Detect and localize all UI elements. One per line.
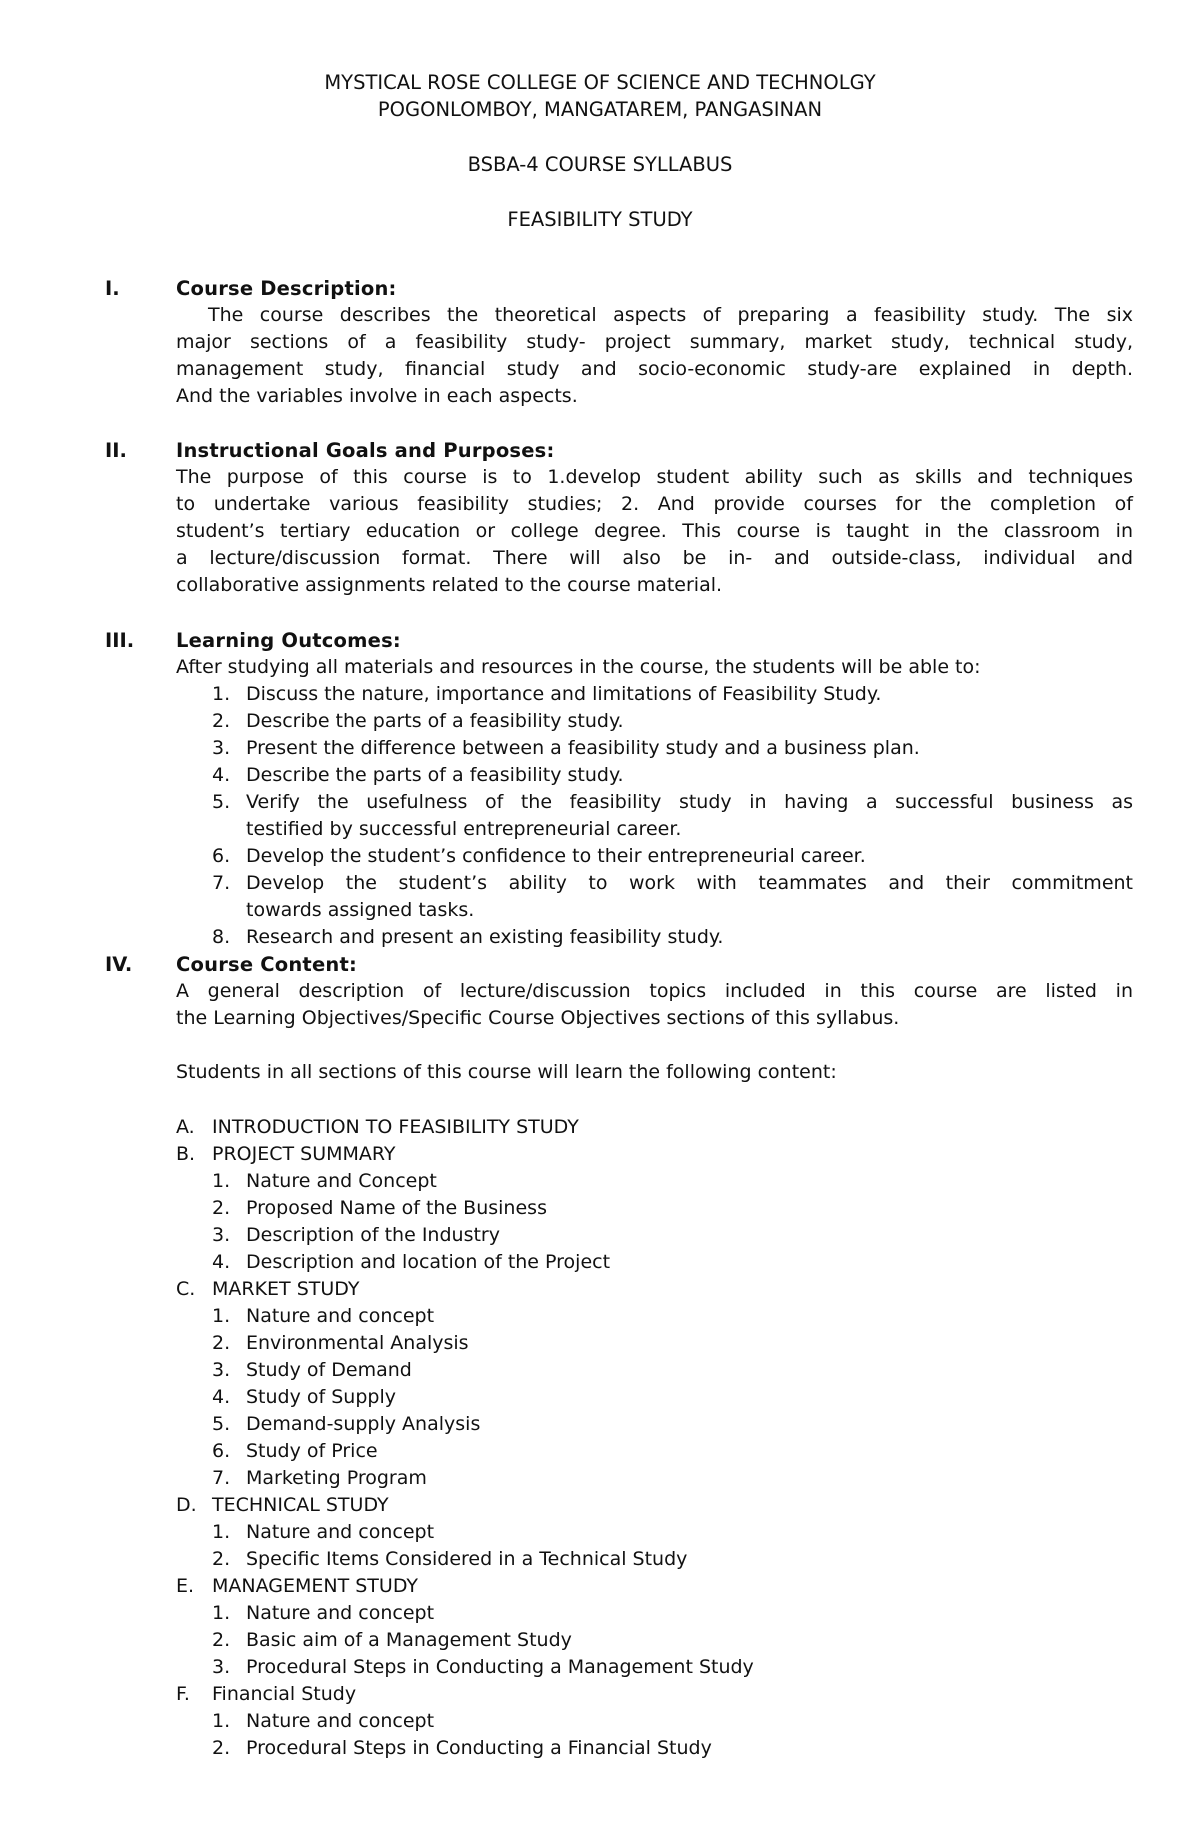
outcome-text: Describe the parts of a feasibility study. <box>246 764 624 786</box>
outcome-number: 1. <box>212 683 231 705</box>
outline-subtopic-number: 2. <box>212 1197 231 1219</box>
outline-subtopic-number: 1. <box>212 1602 231 1624</box>
outline-topic: MANAGEMENT STUDY <box>212 1575 419 1597</box>
outline-letter: F. <box>176 1683 190 1705</box>
outline-subtopic: Proposed Name of the Business <box>246 1197 547 1219</box>
outline-subtopic: Marketing Program <box>246 1467 427 1489</box>
outcome-text: Describe the parts of a feasibility study. <box>246 710 624 732</box>
outcome-text: testified by successful entrepreneurial career. <box>246 818 682 840</box>
section-title-course-description: Course Description: <box>176 277 397 300</box>
course-title: FEASIBILITY STUDY <box>507 208 693 231</box>
section-title-instructional-goals: Instructional Goals and Purposes: <box>176 439 555 462</box>
outcome-number: 4. <box>212 764 231 786</box>
outline-subtopic: Procedural Steps in Conducting a Financial Study <box>246 1737 712 1759</box>
paragraph-line: And the variables involve in each aspects. <box>176 385 578 407</box>
college-name: MYSTICAL ROSE COLLEGE OF SCIENCE AND TECHNOLGY <box>324 71 876 94</box>
outline-subtopic-number: 4. <box>212 1251 231 1273</box>
outcome-text: Develop the student’s ability to work with teammates and their commitment <box>246 872 1133 894</box>
outline-subtopic-number: 3. <box>212 1224 231 1246</box>
paragraph-line: a lecture/discussion format. There will also be in- and outside-class, individual and <box>176 547 1133 569</box>
outline-subtopic: Environmental Analysis <box>246 1332 469 1354</box>
outcome-number: 6. <box>212 845 231 867</box>
outline-subtopic-number: 4. <box>212 1386 231 1408</box>
outline-subtopic-number: 2. <box>212 1629 231 1651</box>
instructional-goals-paragraph <box>176 464 1133 599</box>
outcome-text: Research and present an existing feasibility study. <box>246 926 724 948</box>
outcome-text: towards assigned tasks. <box>246 899 475 921</box>
outline-subtopic-number: 2. <box>212 1548 231 1570</box>
outcome-number: 3. <box>212 737 231 759</box>
paragraph-line: A general description of lecture/discussion topics included in this course are listed in <box>176 980 1133 1002</box>
course-content-paragraph <box>176 978 1133 1032</box>
outline-subtopic-number: 5. <box>212 1413 231 1435</box>
learning-outcomes-intro: After studying all materials and resources in the course, the students will be able to: <box>176 656 981 678</box>
outline-subtopic-number: 3. <box>212 1359 231 1381</box>
outline-subtopic: Basic aim of a Management Study <box>246 1629 572 1651</box>
college-address: POGONLOMBOY, MANGATAREM, PANGASINAN <box>377 98 823 121</box>
outline-subtopic: Study of Supply <box>246 1386 396 1408</box>
section-number: I. <box>105 277 120 300</box>
outline-subtopic-number: 2. <box>212 1332 231 1354</box>
outline-subtopic: Nature and concept <box>246 1710 435 1732</box>
course-description-paragraph <box>176 302 1133 410</box>
outline-subtopic: Nature and concept <box>246 1305 435 1327</box>
paragraph-line: management study, financial study and socio-economic study-are explained in depth. <box>176 358 1133 380</box>
paragraph-line: The course describes the theoretical aspects of preparing a feasibility study. The six <box>208 304 1133 326</box>
section-number: III. <box>105 629 135 652</box>
outline-subtopic-number: 3. <box>212 1656 231 1678</box>
outline-letter: A. <box>176 1116 195 1138</box>
outline-letter: D. <box>176 1494 197 1516</box>
outcome-number: 5. <box>212 791 231 813</box>
section-number: IV. <box>105 953 133 976</box>
outcome-text: Develop the student’s confidence to their entrepreneurial career. <box>246 845 866 867</box>
outcome-number: 2. <box>212 710 231 732</box>
section-title-learning-outcomes: Learning Outcomes: <box>176 629 401 652</box>
outline-subtopic: Study of Price <box>246 1440 378 1462</box>
outline-topic: PROJECT SUMMARY <box>212 1143 396 1165</box>
section-number: II. <box>105 439 127 462</box>
outcome-text: Present the difference between a feasibility study and a business plan. <box>246 737 920 759</box>
outline-letter: B. <box>176 1143 196 1165</box>
outline-topic: TECHNICAL STUDY <box>212 1494 389 1516</box>
outline-subtopic-number: 2. <box>212 1737 231 1759</box>
outline-topic: MARKET STUDY <box>212 1278 360 1300</box>
outline-subtopic-number: 1. <box>212 1170 231 1192</box>
syllabus-title: BSBA-4 COURSE SYLLABUS <box>467 153 733 176</box>
outline-topic: Financial Study <box>212 1683 357 1705</box>
outcome-number: 8. <box>212 926 231 948</box>
outline-subtopic-number: 6. <box>212 1440 231 1462</box>
paragraph-line: the Learning Objectives/Specific Course Objectives sections of this syllabus. <box>176 1007 900 1029</box>
course-content-students-line: Students in all sections of this course will learn the following content: <box>176 1061 837 1083</box>
paragraph-line: to undertake various feasibility studies; 2. And provide courses for the completion of <box>176 493 1133 515</box>
outline-subtopic: Nature and concept <box>246 1602 435 1624</box>
outline-subtopic: Study of Demand <box>246 1359 412 1381</box>
outline-letter: E. <box>176 1575 195 1597</box>
outline-subtopic: Description of the Industry <box>246 1224 500 1246</box>
outline-subtopic-number: 7. <box>212 1467 231 1489</box>
outline-subtopic: Description and location of the Project <box>246 1251 611 1273</box>
paragraph-line: major sections of a feasibility study- project summary, market study, technical study, <box>176 331 1133 353</box>
outline-subtopic-number: 1. <box>212 1710 231 1732</box>
outline-subtopic-number: 1. <box>212 1305 231 1327</box>
outcome-text: Discuss the nature, importance and limitations of Feasibility Study. <box>246 683 882 705</box>
outline-subtopic: Specific Items Considered in a Technical Study <box>246 1548 688 1570</box>
paragraph-line: The purpose of this course is to 1.develop student ability such as skills and techniques <box>176 466 1133 488</box>
outline-subtopic: Demand-supply Analysis <box>246 1413 481 1435</box>
outline-subtopic: Nature and Concept <box>246 1170 437 1192</box>
outcome-text: Verify the usefulness of the feasibility study in having a successful business as <box>246 791 1133 813</box>
paragraph-line: collaborative assignments related to the course material. <box>176 574 723 596</box>
outline-subtopic: Procedural Steps in Conducting a Management Study <box>246 1656 754 1678</box>
paragraph-line: student’s tertiary education or college degree. This course is taught in the classroom in <box>176 520 1133 542</box>
section-title-course-content: Course Content: <box>176 953 357 976</box>
outline-subtopic-number: 1. <box>212 1521 231 1543</box>
outline-letter: C. <box>176 1278 196 1300</box>
outcome-number: 7. <box>212 872 231 894</box>
outline-subtopic: Nature and concept <box>246 1521 435 1543</box>
outline-topic: INTRODUCTION TO FEASIBILITY STUDY <box>212 1116 579 1138</box>
